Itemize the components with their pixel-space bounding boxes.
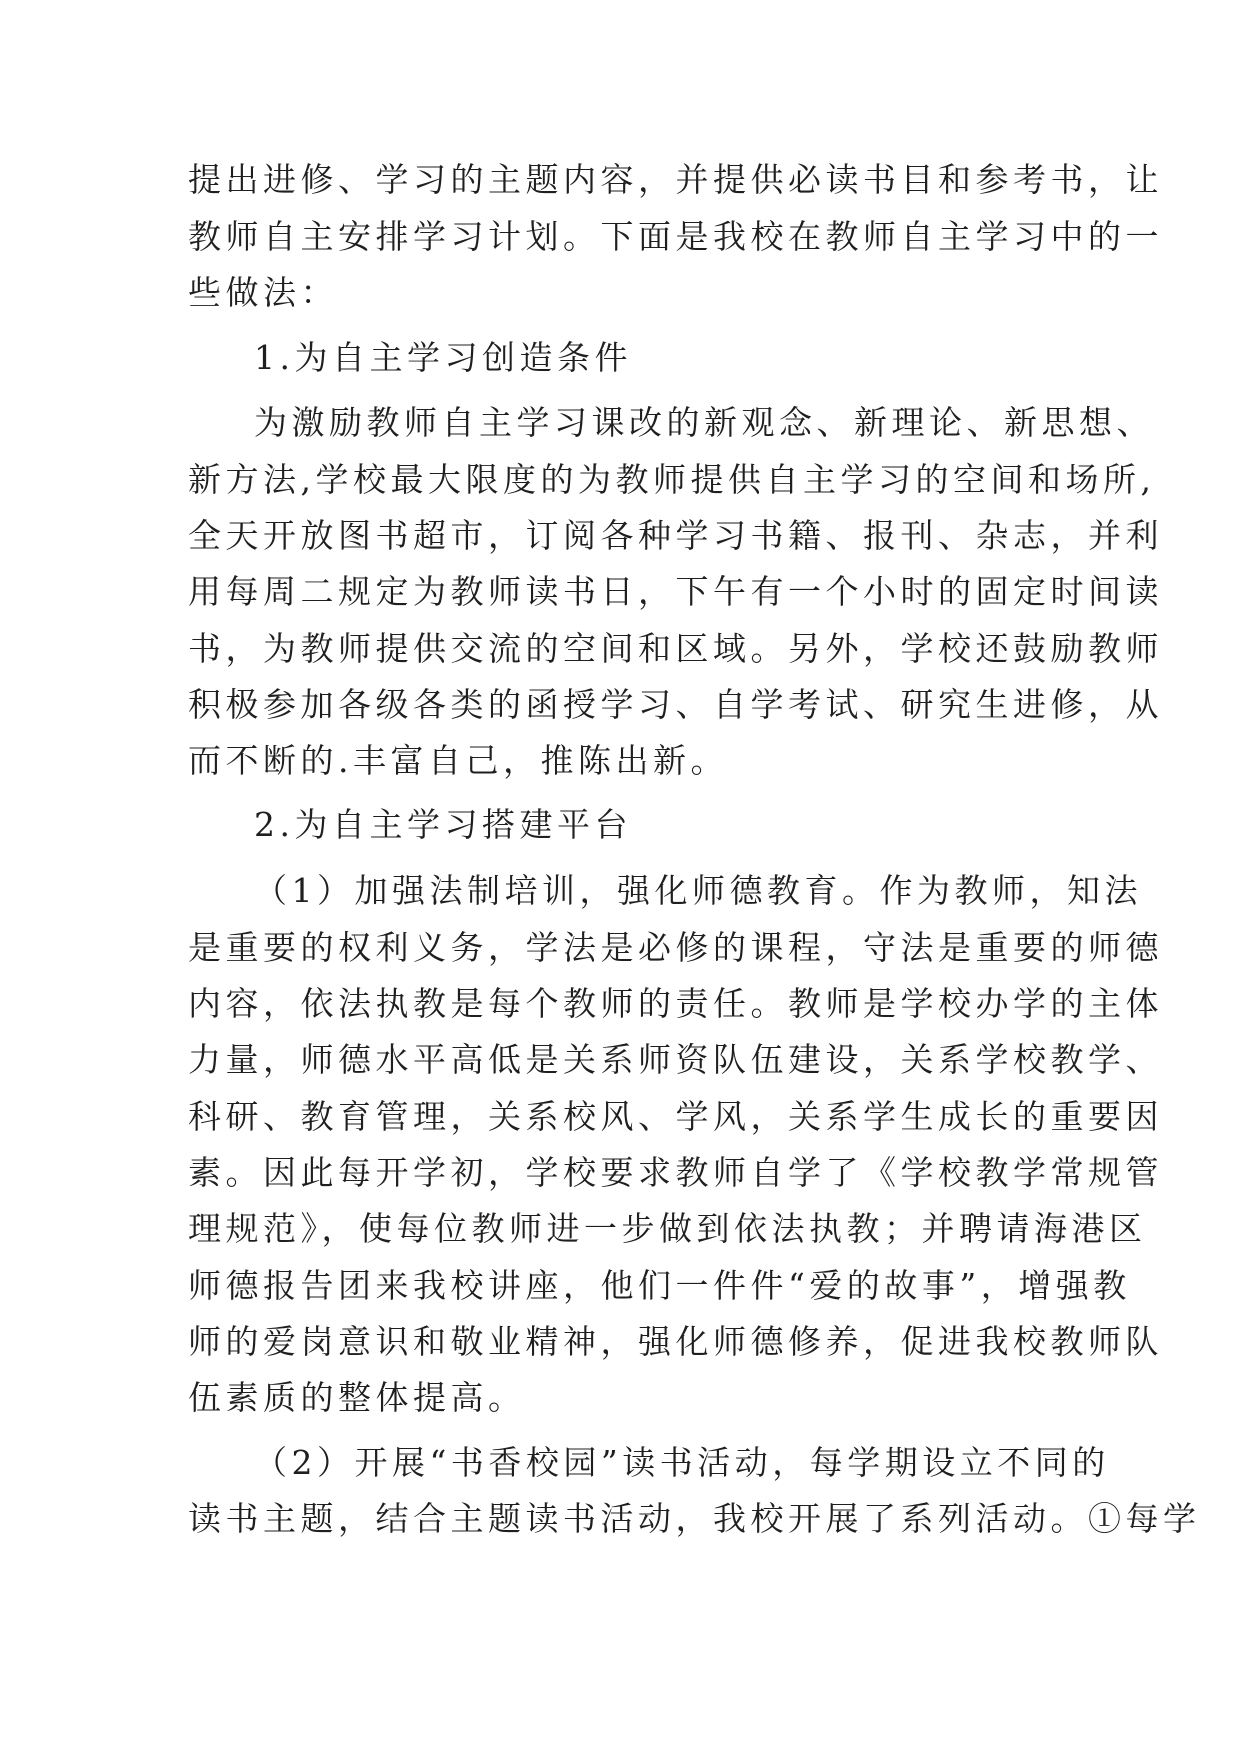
- text-line: 些做法：: [188, 273, 338, 312]
- text-line: 伍素质的整体提高。: [188, 1378, 526, 1417]
- text-line: 是重要的权利义务，学法是必修的课程，守法是重要的师德: [188, 928, 1163, 967]
- text-line: 力量，师德水平高低是关系师资队伍建设，关系学校教学、: [188, 1040, 1163, 1079]
- text-line: 提出进修、学习的主题内容，并提供必读书目和参考书，让: [188, 160, 1163, 199]
- section-heading: 1.为自主学习创造条件: [254, 338, 632, 377]
- text-line: 理规范》，使每位教师进一步做到依法执教；并聘请海港区: [188, 1209, 1147, 1248]
- text-line: 积极参加各级各类的函授学习、自学考试、研究生进修，从: [188, 685, 1163, 724]
- text-line: 为激励教师自主学习课改的新观念、新理论、新思想、: [254, 403, 1154, 442]
- text-line: 素。因此每开学初，学校要求教师自学了《学校教学常规管: [188, 1153, 1163, 1192]
- text-line: 而不断的.丰富自己，推陈出新。: [188, 741, 728, 780]
- text-line: 新方法,学校最大限度的为教师提供自主学习的空间和场所,: [188, 460, 1156, 499]
- text-line: 读书主题，结合主题读书活动，我校开展了系列活动。①每学: [188, 1499, 1201, 1538]
- text-line: 用每周二规定为教师读书日，下午有一个小时的固定时间读: [188, 572, 1163, 611]
- text-line: 全天开放图书超市，订阅各种学习书籍、报刊、杂志，并利: [188, 516, 1163, 555]
- text-line: 师德报告团来我校讲座，他们一件件“爱的故事”，增强教: [188, 1266, 1131, 1305]
- section-heading: 2.为自主学习搭建平台: [254, 805, 632, 844]
- text-line: 书，为教师提供交流的空间和区域。另外，学校还鼓励教师: [188, 629, 1163, 668]
- text-line: 教师自主安排学习计划。下面是我校在教师自主学习中的一: [188, 217, 1163, 256]
- text-line: 科研、教育管理，关系校风、学风，关系学生成长的重要因: [188, 1097, 1163, 1136]
- text-line: （2）开展“书香校园”读书活动，每学期设立不同的: [254, 1443, 1110, 1482]
- text-line: （1）加强法制培训，强化师德教育。作为教师，知法: [254, 871, 1142, 910]
- text-line: 内容，依法执教是每个教师的责任。教师是学校办学的主体: [188, 984, 1163, 1023]
- text-line: 师的爱岗意识和敬业精神，强化师德修养，促进我校教师队: [188, 1322, 1163, 1361]
